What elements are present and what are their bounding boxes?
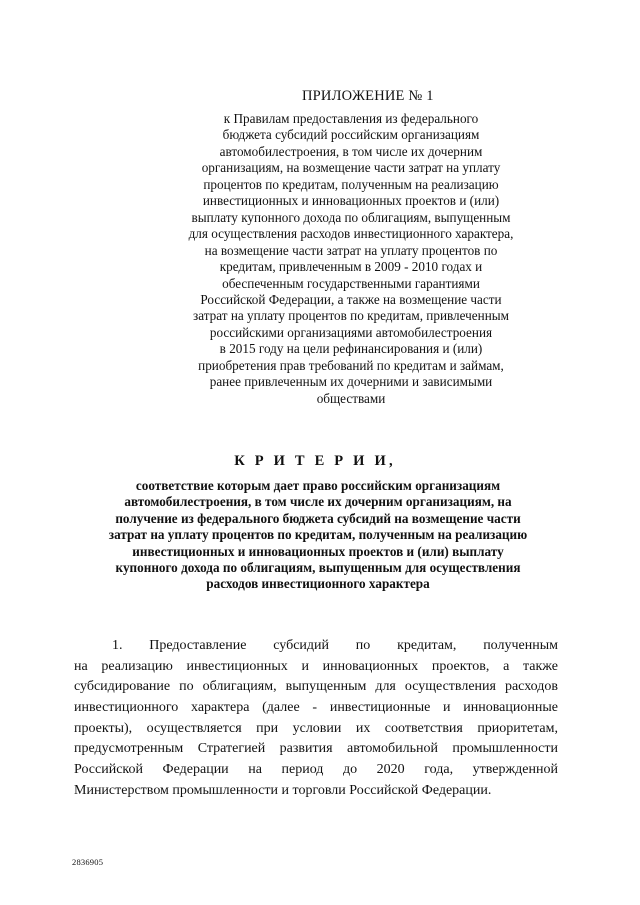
criteria-subheading bbox=[80, 478, 556, 593]
paragraph-line: 1. Предоставление субсидий по кредитам, полученным bbox=[112, 638, 558, 653]
appendix-line: Российской Федерации, а также на возмещение части bbox=[200, 291, 502, 307]
appendix-line: инвестиционных и инновационных проектов и (или) bbox=[202, 193, 500, 209]
appendix-line: обеспеченным государственными гарантиями bbox=[222, 275, 480, 291]
appendix-line: к Правилам предоставления из федерального bbox=[223, 111, 479, 126]
appendix-line: российскими организациями автомобилестроения bbox=[209, 324, 493, 340]
criteria-line: получение из федерального бюджета субсидий на возмещение части bbox=[115, 510, 521, 526]
paragraph-line: проекты), осуществляется при условии их соответствия приоритетам, bbox=[74, 720, 558, 736]
appendix-reference bbox=[180, 111, 522, 407]
paragraph-line: Российской Федерации на период до 2020 года, утвержденной bbox=[74, 762, 558, 778]
criteria-line: автомобилестроения, в том числе их дочерним организациям, на bbox=[124, 494, 512, 510]
paragraph-line: инвестиционного характера (далее - инвестиционные и инновационные bbox=[74, 700, 558, 716]
criteria-line: купонного дохода по облигациям, выпущенным для осуществления bbox=[115, 560, 521, 576]
paragraph-1 bbox=[74, 636, 558, 802]
criteria-line: инвестиционных и инновационных проектов и (или) выплату bbox=[132, 543, 504, 559]
paragraph-line: на реализацию инвестиционных и инновационных проектов, а также bbox=[74, 658, 558, 674]
appendix-line: ранее привлеченным их дочерними и зависимыми bbox=[209, 374, 493, 390]
appendix-line: автомобилестроения, в том числе их дочерним bbox=[219, 143, 483, 159]
document-code: 2836905 bbox=[72, 857, 104, 867]
appendix-line: приобретения прав требований по кредитам и займам, bbox=[198, 357, 504, 373]
paragraph-line: Министерством промышленности и торговли Российской Федерации. bbox=[74, 782, 492, 798]
criteria-line: соответствие которым дает право российским организациям bbox=[135, 478, 501, 493]
appendix-line: бюджета субсидий российским организациям bbox=[222, 127, 480, 143]
appendix-title: ПРИЛОЖЕНИЕ № 1 bbox=[302, 88, 434, 104]
paragraph-line: предусмотренным Стратегией развития автомобильной промышленности bbox=[74, 741, 558, 757]
appendix-line: на возмещение части затрат на уплату процентов по bbox=[204, 242, 498, 258]
appendix-line: организациям, на возмещение части затрат на уплату bbox=[201, 160, 501, 176]
appendix-line: затрат на уплату процентов по кредитам, привлеченным bbox=[193, 308, 509, 324]
criteria-heading: К Р И Т Е Р И И, bbox=[234, 453, 396, 469]
appendix-line: процентов по кредитам, полученным на реализацию bbox=[203, 176, 499, 192]
appendix-line: обществами bbox=[316, 390, 386, 406]
criteria-line: затрат на уплату процентов по кредитам, полученным на реализацию bbox=[108, 527, 528, 543]
appendix-line: для осуществления расходов инвестиционного характера, bbox=[188, 226, 514, 242]
paragraph-line: субсидирование по облигациям, выпущенным для осуществления расходов bbox=[74, 679, 558, 695]
appendix-line: выплату купонного дохода по облигациям, выпущенным bbox=[191, 209, 511, 225]
criteria-line: расходов инвестиционного характера bbox=[206, 576, 430, 592]
appendix-line: в 2015 году на цели рефинансирования и (или) bbox=[219, 341, 483, 357]
appendix-line: кредитам, привлеченным в 2009 - 2010 годах и bbox=[219, 259, 483, 275]
